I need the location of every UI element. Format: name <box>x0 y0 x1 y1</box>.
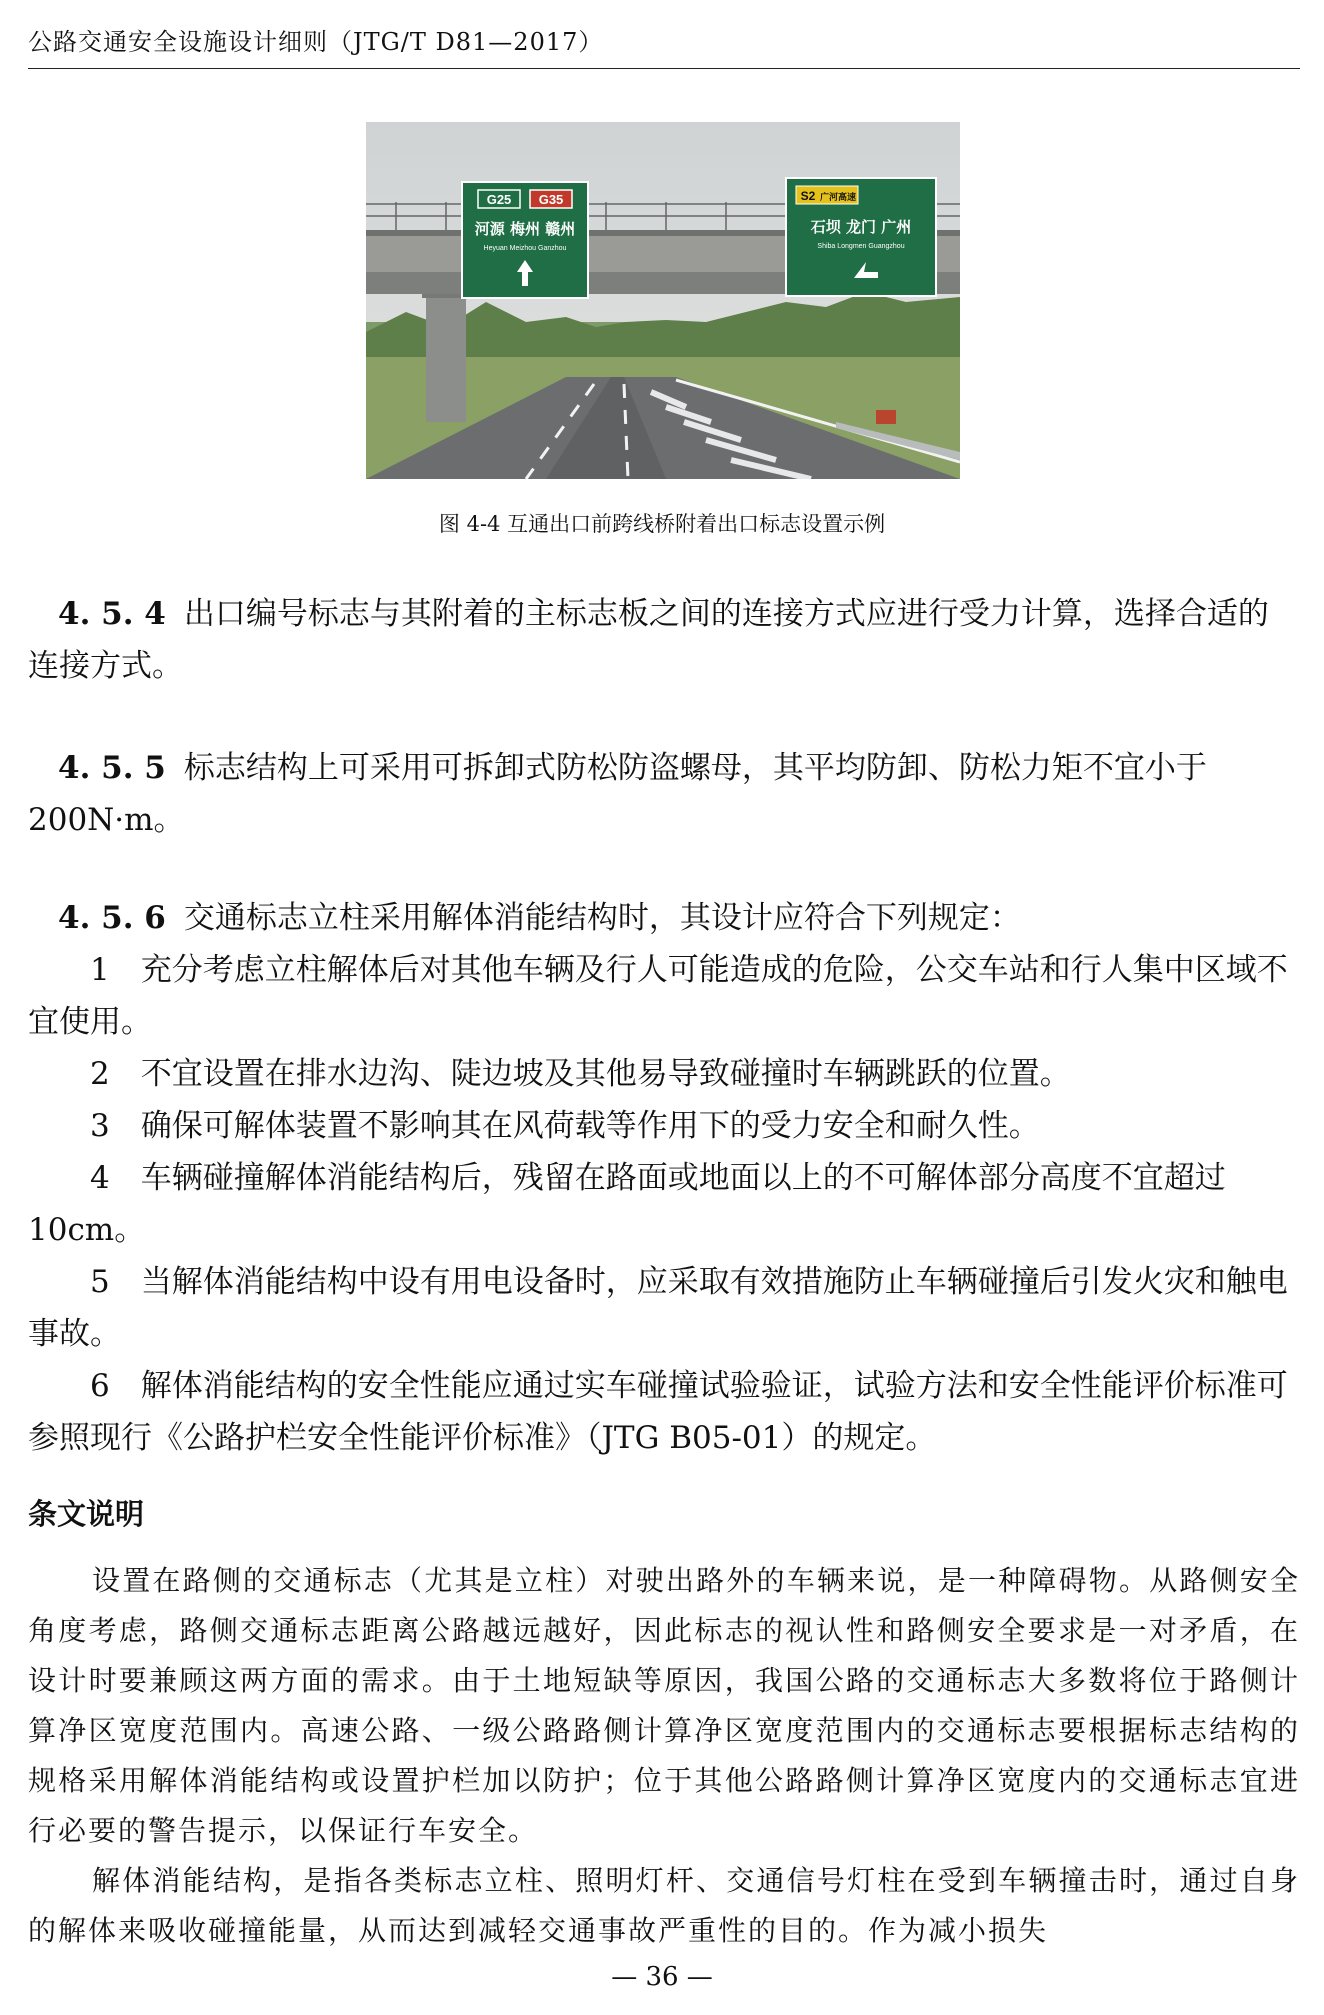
explanation-title: 条文说明 <box>28 1497 145 1531</box>
route-shield-s2: S2 <box>800 189 816 203</box>
page-number: — 36 — <box>611 1962 713 1992</box>
overpass-sign-photo <box>366 122 960 479</box>
route-name-label: 广河高速 <box>819 193 857 203</box>
clause-number: 4. 5. 4 <box>58 596 166 632</box>
list-item <box>28 1360 1298 1464</box>
clause-4-5-5 <box>28 742 1298 846</box>
clause-number: 4. 5. 5 <box>58 750 166 786</box>
item-number: 5 <box>90 1264 110 1300</box>
right-exit-sign <box>786 178 936 296</box>
item-number: 6 <box>90 1368 110 1404</box>
list-item <box>28 1152 1298 1256</box>
clause-text: 出口编号标志与其附着的主标志板之间的连接方式应进行受力计算，选择合适的连接方式。 <box>28 596 1269 684</box>
list-item <box>28 1048 1298 1100</box>
left-sign-destinations-en: Heyuan Meizhou Ganzhou <box>483 245 567 252</box>
item-number: 1 <box>90 952 110 988</box>
clause-number: 4. 5. 6 <box>58 900 166 936</box>
item-number: 3 <box>90 1108 110 1144</box>
clause-4-5-4 <box>28 588 1298 692</box>
right-sign-destinations-en: Shiba Longmen Guangzhou <box>817 243 905 250</box>
item-text: 确保可解体装置不影响其在风荷载等作用下的受力安全和耐久性。 <box>140 1108 1040 1144</box>
item-text: 车辆碰撞解体消能结构后，残留在路面或地面以上的不可解体部分高度不宜超过 10cm。 <box>28 1160 1226 1248</box>
route-shield-g35: G35 <box>538 192 564 207</box>
right-sign-destinations: 石坝 龙门 广州 <box>810 218 912 236</box>
list-item <box>28 1100 1298 1152</box>
list-item <box>28 1256 1298 1360</box>
clause-4-5-6 <box>28 892 1298 944</box>
clause-text: 标志结构上可采用可拆卸式防松防盗螺母，其平均防卸、防松力矩不宜小于 200N·m。 <box>28 750 1207 838</box>
item-text: 不宜设置在排水边沟、陡边坡及其他易导致碰撞时车辆跳跃的位置。 <box>140 1056 1071 1092</box>
item-text: 当解体消能结构中设有用电设备时，应采取有效措施防止车辆碰撞后引发火灾和触电事故。 <box>28 1264 1288 1352</box>
running-header: 公路交通安全设施设计细则（JTG/T D81—2017） <box>28 22 1300 69</box>
item-number: 2 <box>90 1056 110 1092</box>
explanation-paragraph: 解体消能结构，是指各类标志立柱、照明灯杆、交通信号灯柱在受到车辆撞击时，通过自身的解体来吸收碰撞能量，从而达到减轻交通事故严重性的目的。作为减小损失 <box>28 1864 1300 1947</box>
explanation-paragraph: 设置在路侧的交通标志（尤其是立柱）对驶出路外的车辆来说，是一种障碍物。从路侧安全角度考虑，路侧交通标志距离公路越远越好，因此标志的视认性和路侧安全要求是一对矛盾，在设计时要兼顾这两方面的需求。由于土地短缺等原因，我国公路的交通标志大多数将位于路侧计算净区宽度范围内。高速公路、一级公路路侧计算净区宽度范围内的交通标志要根据标志结构的规格采用解体消能结构或设置护栏加以防护；位于其他公路路侧计算净区宽度内的交通标志宜进行必要的警告提示，以保证行车安全。 <box>28 1564 1300 1847</box>
item-number: 4 <box>90 1160 110 1196</box>
figure-caption: 图 4-4 互通出口前跨线桥附着出口标志设置示例 <box>438 512 886 536</box>
item-text: 解体消能结构的安全性能应通过实车碰撞试验验证，试验方法和安全性能评价标准可参照现行《公路护栏安全性能评价标准》（JTG B05-01）的规定。 <box>28 1368 1288 1456</box>
route-shield-g25: G25 <box>486 192 512 207</box>
item-text: 充分考虑立柱解体后对其他车辆及行人可能造成的危险，公交车站和行人集中区域不宜使用。 <box>28 952 1288 1040</box>
left-exit-sign <box>462 182 588 298</box>
left-sign-destinations: 河源 梅州 赣州 <box>474 220 576 238</box>
list-item <box>28 944 1298 1048</box>
clause-text: 交通标志立柱采用解体消能结构时，其设计应符合下列规定： <box>183 900 1021 936</box>
